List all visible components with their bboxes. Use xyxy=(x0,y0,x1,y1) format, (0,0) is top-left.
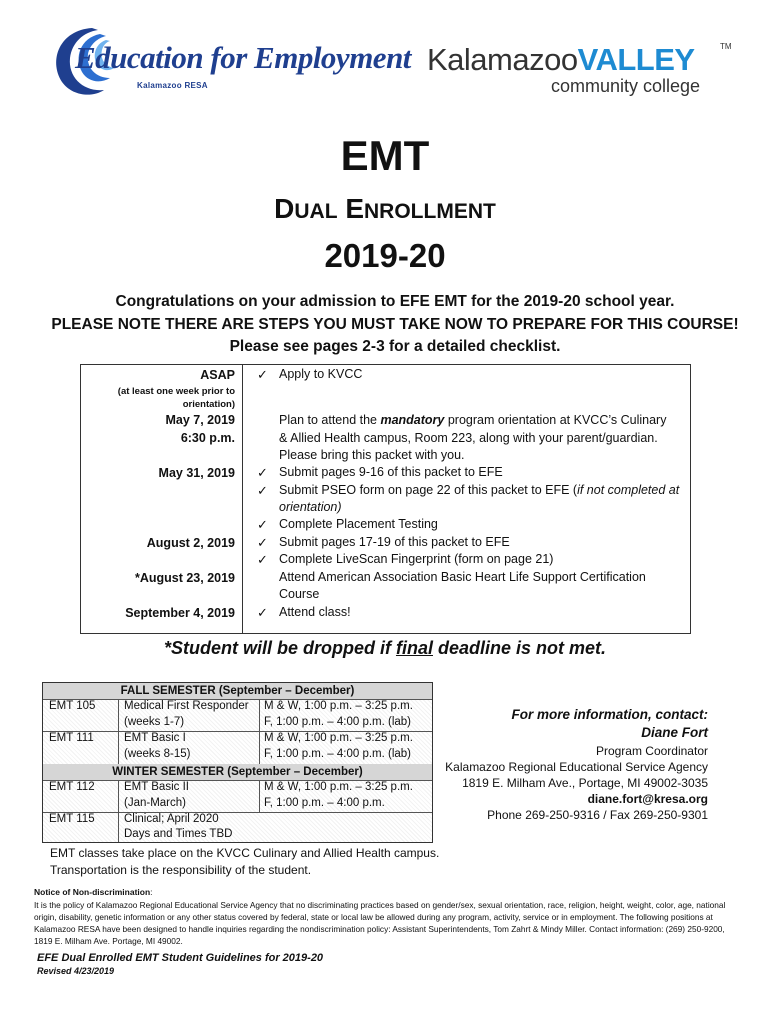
campus-note: EMT classes take place on the KVCC Culinary and Allied Health campus. xyxy=(50,846,440,860)
item-orientation-line2: & Allied Health campus, Room 223, along with your parent/guardian. xyxy=(279,431,658,445)
table-rule xyxy=(43,812,432,813)
course-note: Days and Times TBD xyxy=(124,828,233,840)
course-code: EMT 112 xyxy=(49,781,95,793)
contact-phone: Phone 269-250-9316 / Fax 269-250-9301 xyxy=(487,808,708,822)
kvcc-logo-kalamazoo: Kalamazoo xyxy=(427,42,578,77)
checkmark-icon: ✓ xyxy=(257,367,268,382)
contact-email[interactable]: diane.fort@kresa.org xyxy=(587,792,708,806)
course-code: EMT 115 xyxy=(49,813,95,825)
drop-warning-final: final xyxy=(395,638,433,658)
fall-semester-header: FALL SEMESTER (September – December) xyxy=(43,683,432,699)
subtitle-nrollment: NROLLMENT xyxy=(364,200,496,223)
item-pseo-line2 xyxy=(279,499,684,517)
checkmark-icon: ✓ xyxy=(257,605,268,620)
item-orientation-b: program orientation at KVCC’s Culinary xyxy=(444,413,667,427)
item-placement-testing: Complete Placement Testing xyxy=(279,517,438,531)
drop-warning xyxy=(0,638,770,659)
item-orientation xyxy=(279,412,684,430)
course-time: F, 1:00 p.m. – 4:00 p.m. xyxy=(264,797,385,809)
efe-logo-subtext: Kalamazoo RESA xyxy=(137,81,208,90)
deadline-sep4: September 4, 2019 xyxy=(125,606,235,620)
page-subtitle xyxy=(0,193,770,225)
nondiscrimination-title xyxy=(34,887,153,897)
revised-date: Revised 4/23/2019 xyxy=(37,966,115,976)
deadline-asap: ASAP xyxy=(200,368,235,382)
contact-role: Program Coordinator xyxy=(595,744,708,758)
checkmark-icon: ✓ xyxy=(257,552,268,567)
school-year-title: 2019-20 xyxy=(324,237,446,274)
intro-warning: PLEASE NOTE THERE ARE STEPS YOU MUST TAKE NOW TO PREPARE FOR THIS COURSE! xyxy=(51,316,739,333)
course-time: F, 1:00 p.m. – 4:00 p.m. (lab) xyxy=(264,716,412,728)
drop-warning-a: *Student will be dropped if xyxy=(163,638,396,658)
course-weeks: (Jan-March) xyxy=(124,797,186,809)
deadline-asap-note-1: (at least one week prior to xyxy=(117,386,235,397)
course-time: F, 1:00 p.m. – 4:00 p.m. (lab) xyxy=(264,748,412,760)
checkmark-icon: ✓ xyxy=(257,517,268,532)
item-apply-kvcc: Apply to KVCC xyxy=(279,367,363,381)
checkmark-icon: ✓ xyxy=(257,465,268,480)
deadline-checklist-table xyxy=(80,364,691,634)
efe-logo-text: Education for Employment xyxy=(75,40,411,75)
transportation-note: Transportation is the responsibility of the student. xyxy=(50,863,312,877)
item-attend-class: Attend class! xyxy=(279,605,351,619)
course-schedule-table xyxy=(42,682,433,843)
course-weeks: (weeks 1-7) xyxy=(124,716,185,728)
deadline-asap-note-2: orientation) xyxy=(182,399,235,410)
course-name: EMT Basic I xyxy=(124,732,186,744)
contact-name: Diane Fort xyxy=(641,725,708,740)
deadline-aug2: August 2, 2019 xyxy=(146,536,235,550)
course-name: Clinical; April 2020 xyxy=(124,813,219,825)
course-time: M & W, 1:00 p.m. – 3:25 p.m. xyxy=(264,700,413,712)
item-livescan: Complete LiveScan Fingerprint (form on page 21) xyxy=(279,552,554,566)
deadline-may7-time: 6:30 p.m. xyxy=(180,431,235,445)
kvcc-logo xyxy=(427,42,737,102)
course-name: Medical First Responder xyxy=(124,700,249,712)
deadline-aug23: *August 23, 2019 xyxy=(134,571,235,585)
item-orientation-mandatory: mandatory xyxy=(380,413,445,427)
intro-see-pages: Please see pages 2-3 for a detailed checklist. xyxy=(229,338,561,355)
course-time: M & W, 1:00 p.m. – 3:25 p.m. xyxy=(264,732,413,744)
contact-heading: For more information, contact: xyxy=(511,707,708,722)
course-weeks: (weeks 8-15) xyxy=(124,748,191,760)
checkmark-icon: ✓ xyxy=(257,535,268,550)
kvcc-logo-valley: VALLEY xyxy=(577,42,695,77)
drop-warning-b: deadline is not met. xyxy=(432,638,607,658)
item-bls-course-line2: Course xyxy=(279,587,320,601)
course-name: EMT Basic II xyxy=(124,781,189,793)
item-orientation-line3: Please bring this packet with you. xyxy=(279,448,465,462)
table-col-rule xyxy=(118,780,119,842)
subtitle-e: E xyxy=(345,193,365,224)
kvcc-logo-tm: TM xyxy=(720,42,732,51)
course-code: EMT 105 xyxy=(49,700,96,712)
guidelines-title: EFE Dual Enrolled EMT Student Guidelines for 2019-20 xyxy=(37,952,324,964)
course-time: M & W, 1:00 p.m. – 3:25 p.m. xyxy=(264,781,413,793)
item-pseo-a: Submit PSEO form on page 22 of this packet to EFE ( xyxy=(279,483,578,497)
item-bls-course: Attend American Association Basic Heart Life Support Certification xyxy=(279,570,646,584)
course-code: EMT 111 xyxy=(49,732,94,744)
contact-address: 1819 E. Milham Ave., Portage, MI 49002-3035 xyxy=(462,776,708,790)
page-title: EMT xyxy=(340,132,430,179)
deadline-may31: May 31, 2019 xyxy=(158,466,235,480)
kvcc-logo-subtext: community college xyxy=(551,76,701,96)
checkmark-icon: ✓ xyxy=(257,483,268,498)
item-submit-9-16: Submit pages 9-16 of this packet to EFE xyxy=(279,465,503,479)
intro-congratulations: Congratulations on your admission to EFE EMT for the 2019-20 school year. xyxy=(115,293,675,310)
item-pseo-em2: orientation) xyxy=(279,500,342,514)
table-col-rule xyxy=(259,780,260,812)
item-orientation-a: Plan to attend the xyxy=(279,413,381,427)
nondiscrimination-title-text: Notice of Non-discrimination xyxy=(34,887,151,897)
item-submit-17-19: Submit pages 17-19 of this packet to EFE xyxy=(279,535,510,549)
subtitle-d: D xyxy=(274,193,295,224)
contact-org: Kalamazoo Regional Educational Service Agency xyxy=(445,760,708,774)
item-pseo xyxy=(279,482,684,500)
subtitle-ual: UAL xyxy=(294,200,338,223)
winter-semester-header: WINTER SEMESTER (September – December) xyxy=(43,764,432,780)
item-pseo-em: if not completed at xyxy=(577,483,680,497)
nondiscrimination-title-colon: : xyxy=(150,887,153,897)
nondiscrimination-body: It is the policy of Kalamazoo Regional Educational Service Agency that no discriminating practices based on gender/sex, sexual orientation, race, religion, height, weight, color, age, national origin, disability, genetic information or any other status covered by federal, state or local law be allowed during any program, activity, service or in employment. The following positions at Kalamazoo RESA have been designed to handle inquiries regarding the nondiscrimination policy: Assistant Superintendents, Tom Zahrt & Mindy Miller. Contact information: (269) 250-9200, 1819 E. Milham Ave. Portage, MI 49002. xyxy=(34,900,726,946)
checklist-divider xyxy=(242,365,243,633)
deadline-may7: May 7, 2019 xyxy=(165,413,235,427)
